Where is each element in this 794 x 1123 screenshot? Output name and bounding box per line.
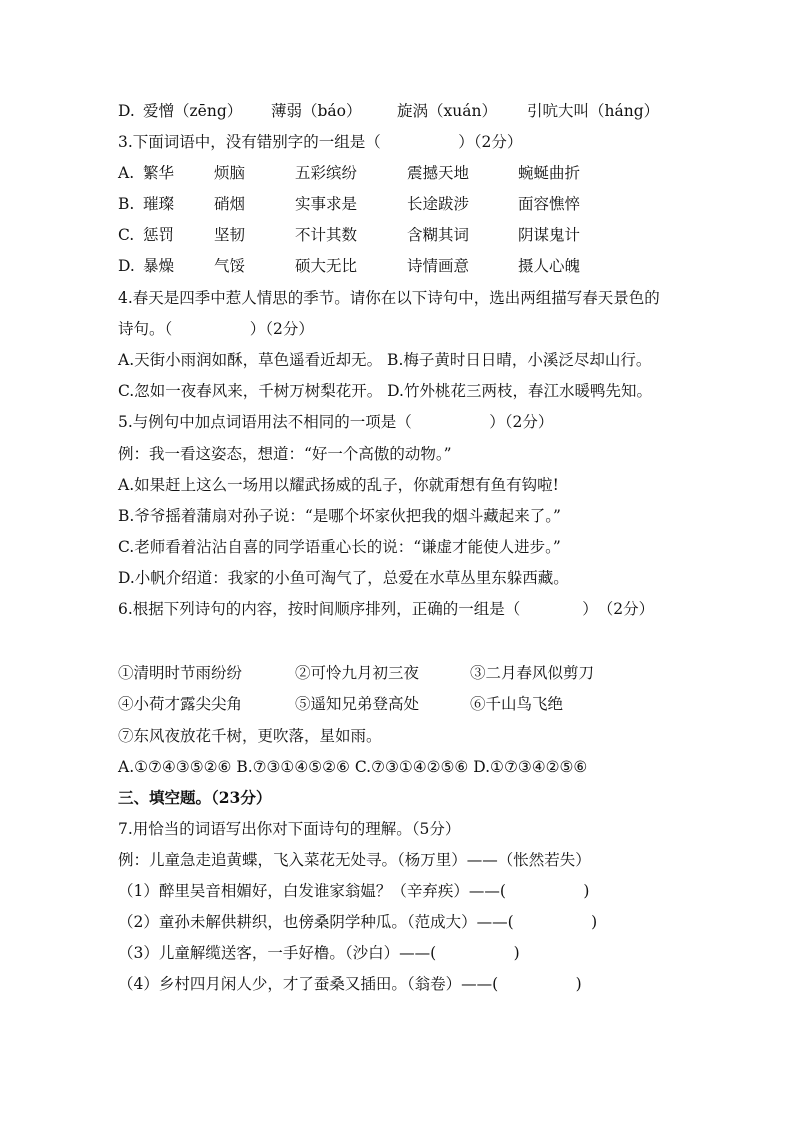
q6-options: A.①⑦④③⑤②⑥ B.⑦③①④⑤②⑥ C.⑦③①④②⑤⑥ D.①⑦③④②⑤⑥ [118,758,588,776]
q7-item-3: （3）儿童解缆送客，一手好橹。（沙白）——( ) [118,944,520,962]
word-item: 旋涡（xuán） [397,102,497,120]
poem-line: ①清明时节雨纷纷 [118,664,243,682]
q4-stem-line2: 诗句。（ ）（2分） [118,320,314,338]
word-item: 硕大无比 [295,257,358,275]
option-label: C. [118,226,135,244]
poem-line: ④小荷才露尖尖角 [118,695,243,713]
q6-poems-row3: ⑦东风夜放花千树，更吹落，星如雨。 [118,727,382,745]
poem-line: ②可怜九月初三夜 [295,664,420,682]
word-item: 坚韧 [214,226,246,244]
q4-options-line2: C.忽如一夜春风来，千树万树梨花开。 D.竹外桃花三两枝，春江水暖鸭先知。 [118,382,652,400]
option-label: D. [118,257,135,275]
word-item: 暴燥 [143,257,175,275]
q5-option-d: D.小帆介绍道：我家的小鱼可淘气了，总爱在水草丛里东躲西藏。 [118,569,569,587]
section-heading: 三、填空题。（23分） [118,788,272,807]
word-item: 实事求是 [295,195,358,213]
word-item: 硝烟 [214,195,246,213]
option-label: A. [118,164,135,182]
poem-line: ③二月春风似剪刀 [470,664,595,682]
option-label: B. [118,195,135,213]
option-label: D. [118,102,135,120]
q7-item-2: （2）童孙未解供耕织，也傍桑阴学种瓜。（范成大）——( ) [118,913,598,931]
q6-stem: 6.根据下列诗句的内容，按时间顺序排列，正确的一组是（ ） （2分） [118,600,655,618]
word-item: 面容憔悴 [518,195,581,213]
poem-line: ⑤遥知兄弟登高处 [295,695,420,713]
q7-item-1: （1）醉里吴音相媚好，白发谁家翁媪？（辛弃疾）——( ) [118,882,590,900]
q7-item-4: （4）乡村四月闲人少，才了蚕桑又插田。（翁卷）——( ) [118,975,582,993]
q4-stem-line1: 4.春天是四季中惹人情思的季节。请你在以下诗句中，选出两组描写春天景色的 [118,289,660,307]
word-item: 阴谋鬼计 [518,226,581,244]
q3-stem: 3.下面词语中，没有错别字的一组是（ ）（2分） [118,133,523,151]
q5-option-b: B.爷爷摇着蒲扇对孙子说：“是哪个坏家伙把我的烟斗藏起来了。” [118,507,561,525]
q5-option-a: A.如果赶上这么一场用以耀武扬威的乱子，你就甭想有鱼有钩啦! [118,476,559,494]
word-item: 长途跋涉 [407,195,470,213]
word-item: 含糊其词 [407,226,470,244]
word-item: 诗情画意 [407,257,470,275]
word-item: 摄人心魄 [518,257,581,275]
q5-stem: 5.与例句中加点词语用法不相同的一项是（ ）（2分） [118,413,554,431]
word-item: 薄弱（báo） [271,102,362,120]
word-item: 五彩缤纷 [295,164,358,182]
word-item: 惩罚 [143,226,175,244]
word-item: 蜿蜒曲折 [518,164,581,182]
word-item: 引吭大叫（háng） [527,102,660,120]
word-item: 爱憎（zēng） [143,102,243,120]
poem-line: ⑥千山鸟飞绝 [470,695,564,713]
q7-stem: 7.用恰当的词语写出你对下面诗句的理解。（5分） [118,820,461,838]
q5-example: 例：我一看这姿态，想道：“好一个高傲的动物。” [118,445,452,463]
word-item: 烦脑 [214,164,246,182]
q5-option-c: C.老师看着沾沾自喜的同学语重心长的说：“谦虚才能使人进步。” [118,538,561,556]
word-item: 璀璨 [143,195,175,213]
word-item: 气馁 [214,257,246,275]
q4-options-line1: A.天街小雨润如酥，草色遥看近却无。 B.梅子黄时日日晴，小溪泛尽却山行。 [118,351,652,369]
word-item: 震撼天地 [407,164,470,182]
word-item: 不计其数 [295,226,358,244]
word-item: 繁华 [143,164,175,182]
q7-example: 例：儿童急走追黄蝶，飞入菜花无处寻。（杨万里）——（怅然若失） [118,851,591,869]
